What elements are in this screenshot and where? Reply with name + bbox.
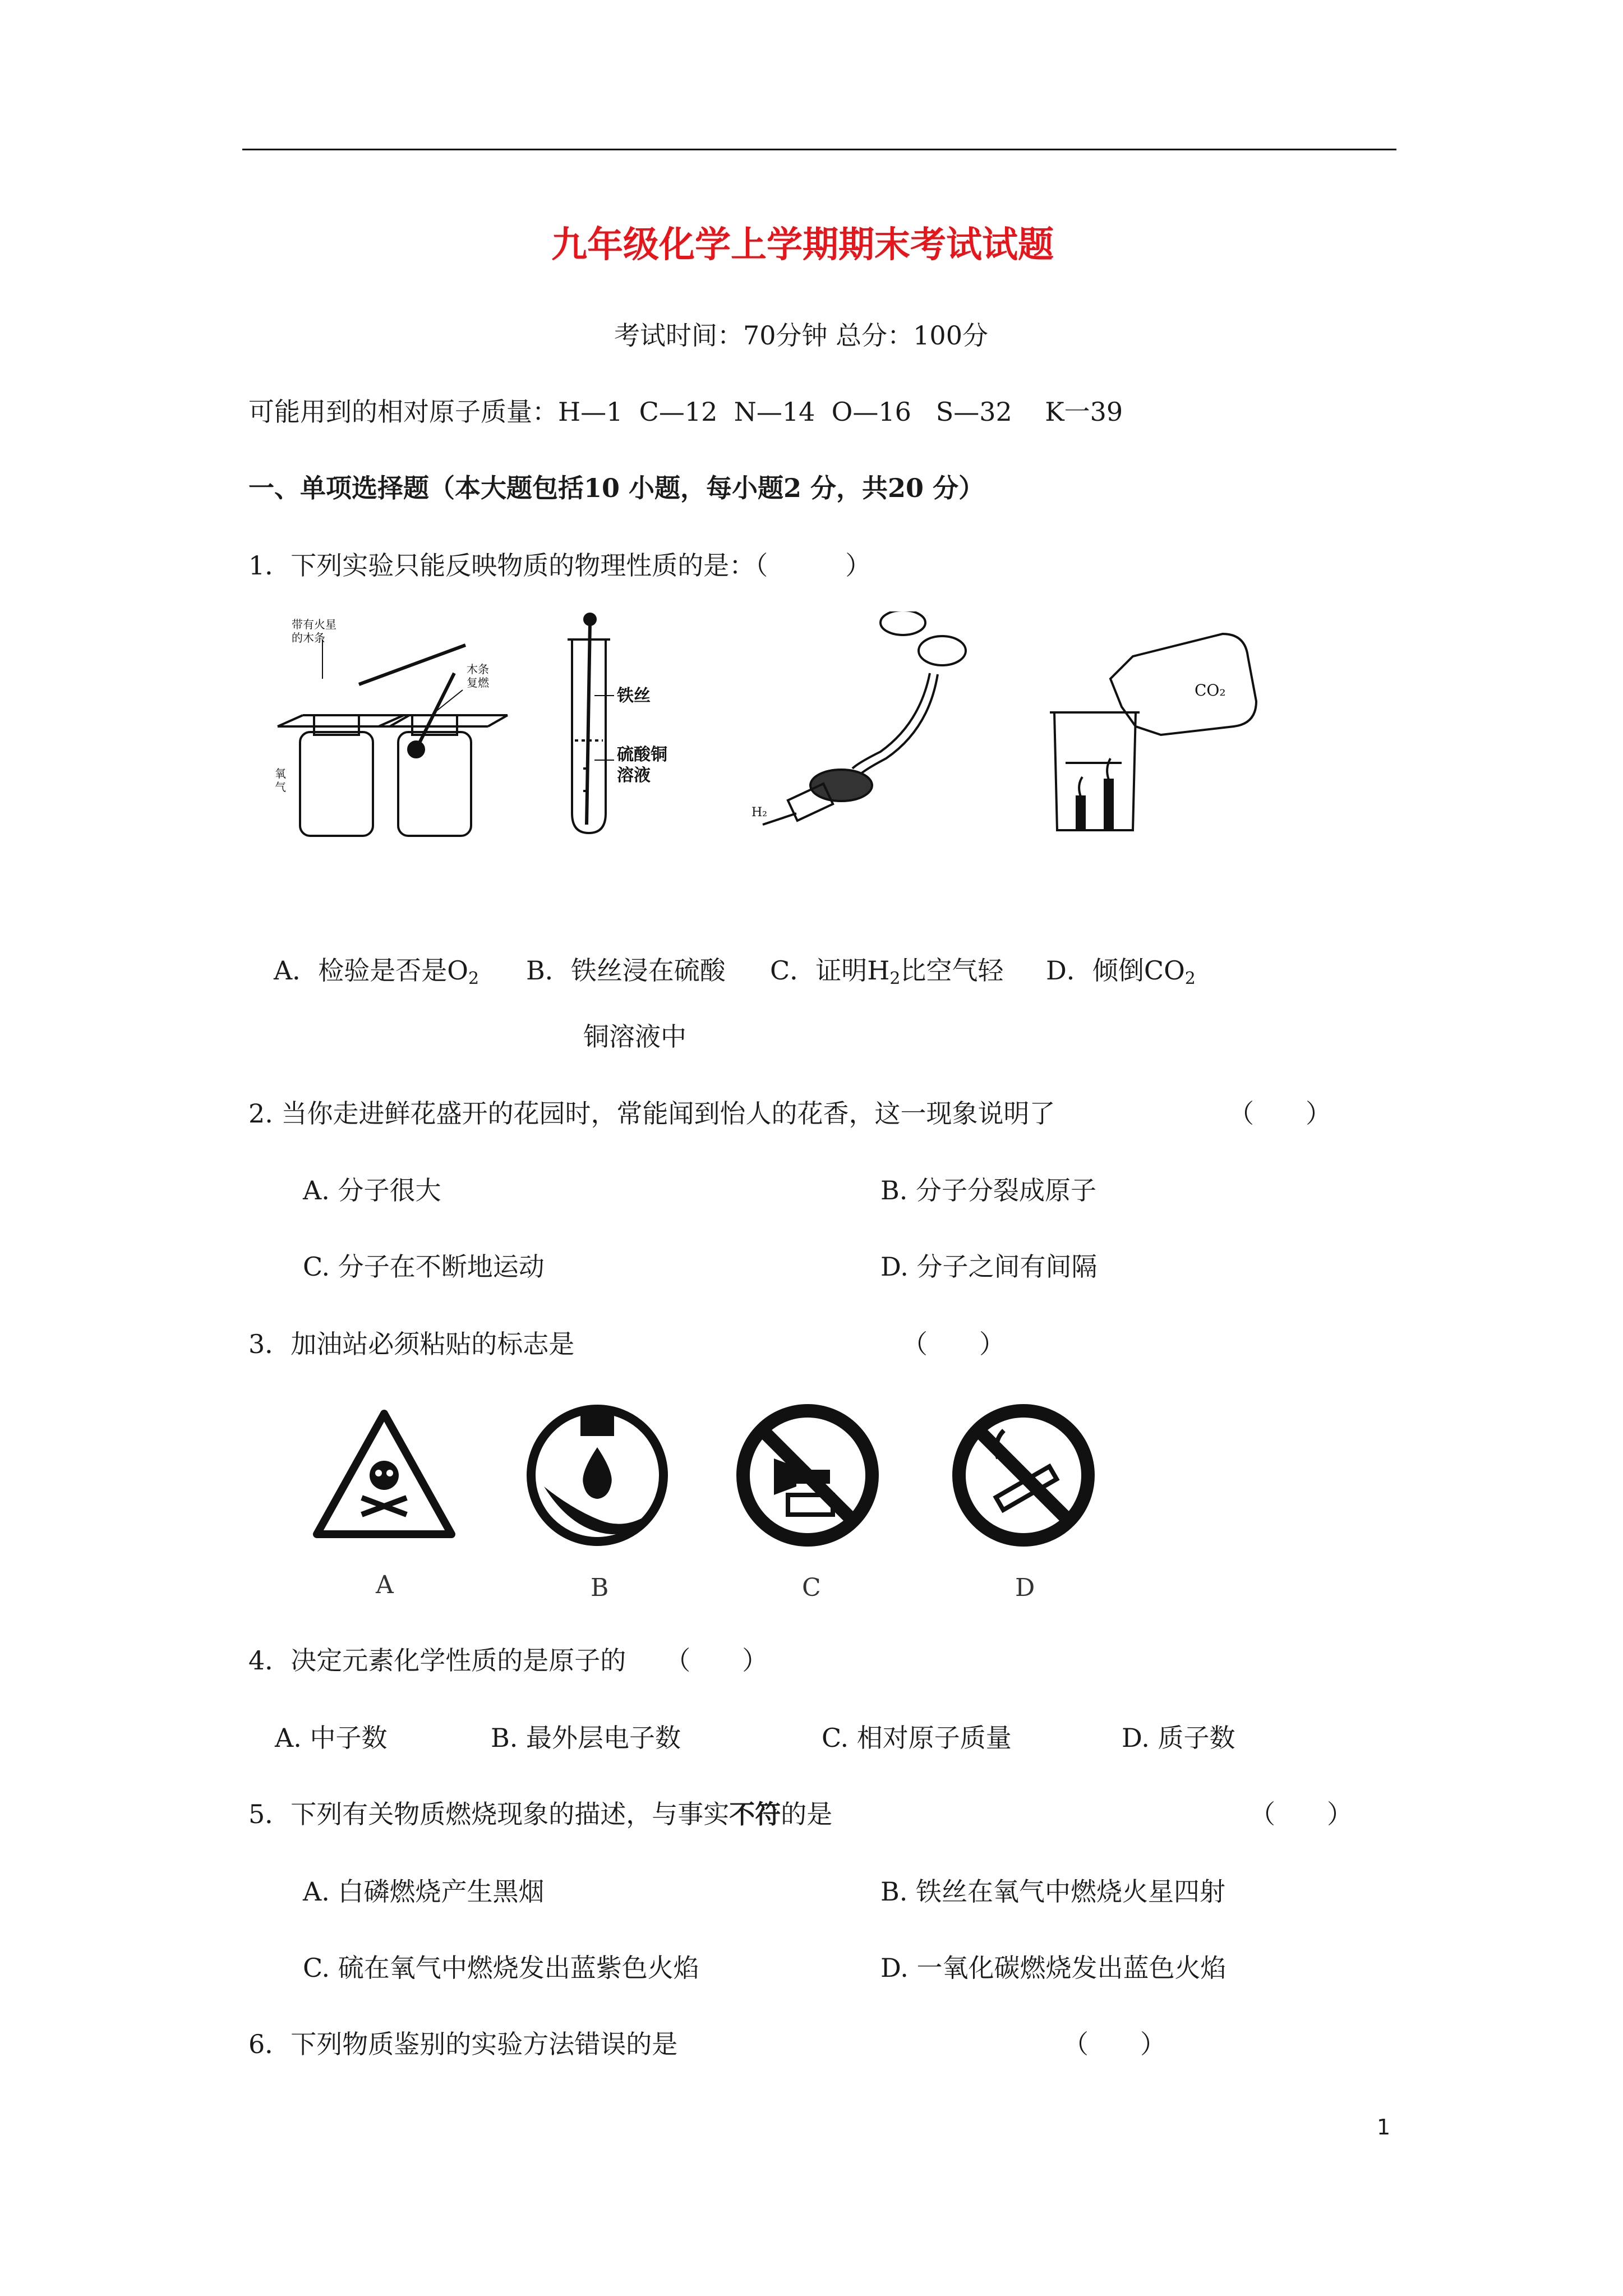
no-smoking-sign-icon — [959, 1411, 1088, 1540]
sign-label-b: B — [591, 1573, 609, 1602]
q5-bracket: （ ） — [1249, 1799, 1353, 1829]
q1-option-c-sub: 2 — [889, 969, 901, 988]
q5-option-a: A. 白磷燃烧产生黑烟 — [303, 1876, 545, 1907]
q2-option-d: D. 分子之间有间隔 — [880, 1251, 1098, 1282]
q1-stem: 1．下列实验只能反映物质的物理性质的是：（ ） — [248, 550, 872, 581]
q2-stem: 2. 当你走进鲜花盛开的花园时，常能闻到怡人的花香，这一现象说明了 — [248, 1098, 1055, 1129]
q2-option-b: B. 分子分裂成原子 — [880, 1175, 1097, 1205]
figure-a-label-right: 木条 — [467, 662, 489, 676]
sign-label-c: C — [802, 1573, 821, 1602]
q4-option-b: B. 最外层电子数 — [491, 1723, 681, 1753]
figure-a-label-left: 氧 — [275, 767, 286, 780]
q4-option-c: C. 相对原子质量 — [822, 1723, 1012, 1753]
q5-stem-text2: 的是 — [781, 1799, 833, 1829]
figure-b-label-sol1: 硫酸铜 — [617, 745, 667, 765]
figure-a-label-top: 带有火星 — [292, 618, 336, 631]
figure-d-beaker — [1050, 634, 1256, 830]
q5-option-b: B. 铁丝在氧气中燃烧火星四射 — [880, 1876, 1226, 1907]
q2-option-c: C. 分子在不断地运动 — [303, 1251, 545, 1282]
q1-option-b-line2: 铜溶液中 — [583, 1022, 686, 1052]
q3-signs — [308, 1402, 1122, 1604]
figure-c-bubbles — [763, 611, 966, 825]
toxic-sign-icon — [317, 1414, 451, 1534]
q1-option-d-text: D．倾倒CO — [1046, 955, 1185, 986]
q3-stem: 3．加油站必须粘贴的标志是 — [248, 1329, 575, 1359]
q1-option-c — [770, 954, 1003, 987]
q1-option-a-text: A．检验是否是O — [274, 955, 468, 986]
q6-stem: 6．下列物质鉴别的实验方法错误的是 — [248, 2029, 678, 2059]
figure-b-label-sol2: 溶液 — [617, 766, 651, 785]
q1-option-c-text2: 比空气轻 — [900, 955, 1004, 986]
q1-figures — [269, 611, 1267, 847]
figure-a-label-top2: 的木条 — [292, 631, 325, 645]
q2-bracket: （ ） — [1228, 1098, 1331, 1129]
figure-d-label-gas: CO₂ — [1195, 681, 1226, 700]
figure-a-label-left2: 气 — [275, 780, 286, 794]
q5-stem — [248, 1797, 832, 1831]
q4-option-a: A. 中子数 — [275, 1723, 388, 1753]
q5-option-d: D. 一氧化碳燃烧发出蓝色火焰 — [880, 1953, 1227, 1983]
q1-option-c-text: C．证明H — [770, 955, 890, 986]
figure-b-label-wire: 铁丝 — [617, 686, 651, 706]
sign-label-d: D — [1015, 1573, 1035, 1602]
q1-option-a-sub: 2 — [468, 969, 479, 988]
q1-option-d-sub: 2 — [1184, 969, 1196, 988]
q5-option-c: C. 硫在氧气中燃烧发出蓝紫色火焰 — [303, 1953, 699, 1983]
header-rule — [242, 149, 1396, 150]
atomic-masses: 可能用到的相对原子质量：H—1 C—12 N—14 O—16 S—32 K一39 — [248, 397, 1123, 427]
corrosive-sign-icon — [531, 1409, 663, 1542]
figure-a-label-right2: 复燃 — [467, 676, 489, 689]
q1-option-b: B．铁丝浸在硫酸 — [526, 955, 726, 986]
figure-b-test-tube — [568, 614, 614, 833]
q1-option-d — [1046, 954, 1196, 987]
page-number: 1 — [1377, 2115, 1391, 2139]
q5-stem-text: 5．下列有关物质燃烧现象的描述，与事实 — [248, 1799, 730, 1829]
exam-info: 考试时间：70分钟 总分：100分 — [614, 320, 988, 351]
q5-stem-emphasis: 不符 — [729, 1799, 781, 1829]
q1-option-a — [274, 954, 479, 987]
q4-stem: 4．决定元素化学性质的是原子的 （ ） — [248, 1645, 768, 1676]
q6-bracket: （ ） — [1063, 2029, 1166, 2059]
section1-heading: 一、单项选择题（本大题包括10 小题，每小题2 分，共20 分） — [248, 473, 985, 503]
page-title: 九年级化学上学期期末考试试题 — [551, 224, 1054, 266]
figure-c-label-gas: H₂ — [751, 806, 768, 820]
q4-option-d: D. 质子数 — [1122, 1723, 1235, 1753]
no-honking-sign-icon — [743, 1411, 872, 1540]
q2-option-a: A. 分子很大 — [303, 1175, 441, 1205]
q3-bracket: （ ） — [902, 1329, 1005, 1359]
sign-label-a: A — [376, 1571, 394, 1599]
